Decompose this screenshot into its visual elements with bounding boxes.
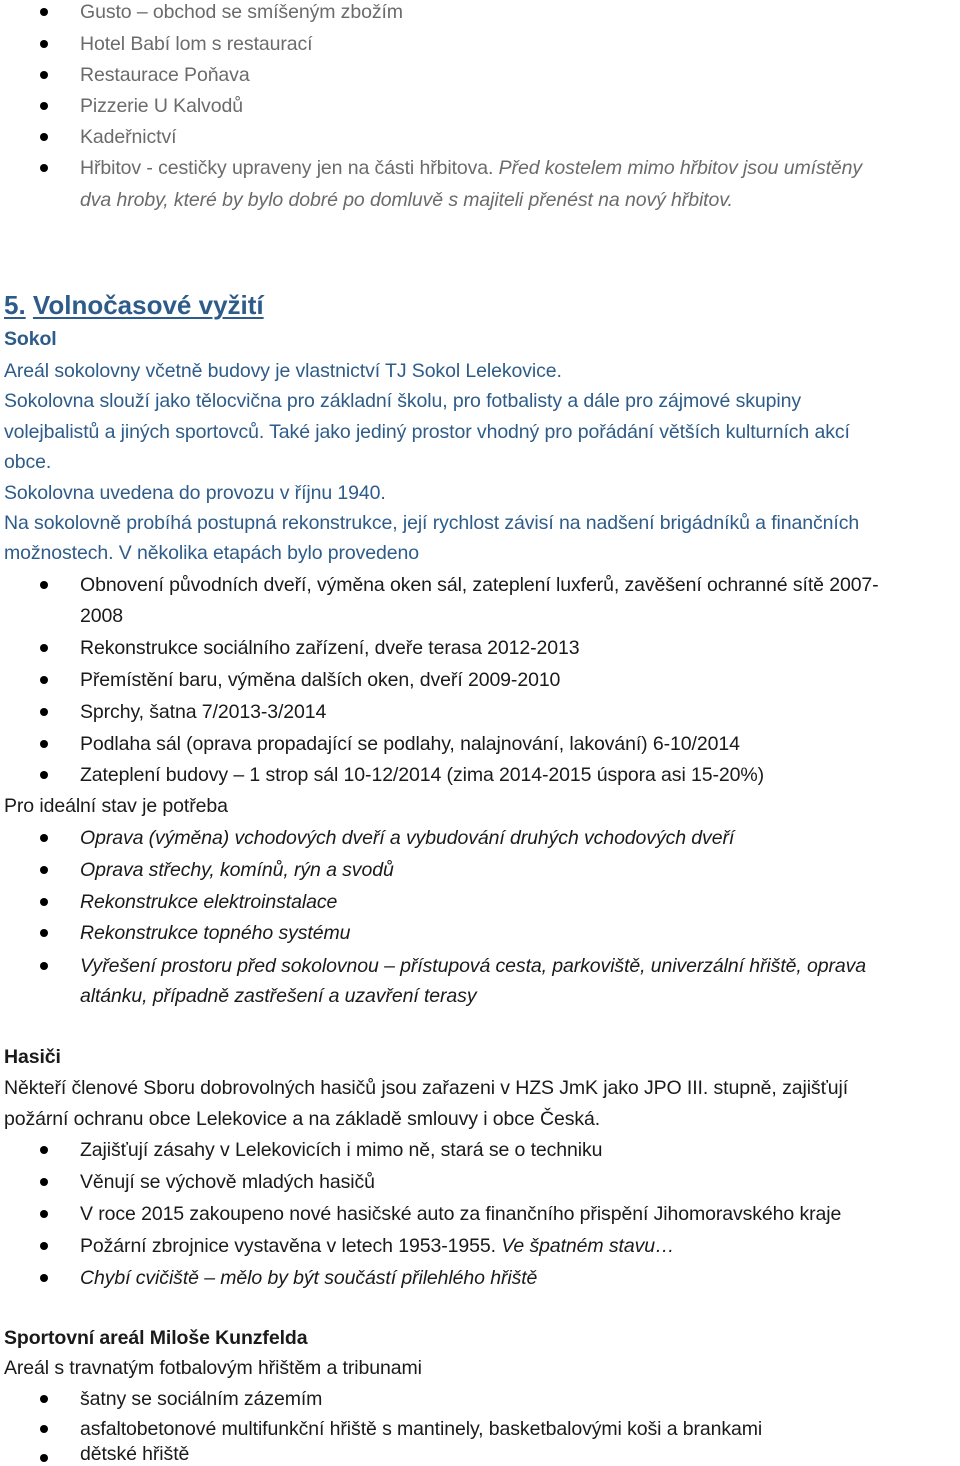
- list-item: Pizzerie U Kalvodů: [80, 95, 243, 117]
- list-item-continued: 2008: [80, 605, 123, 627]
- ideal-heading: Pro ideální stav je potřeba: [4, 795, 228, 817]
- list-item: Vyřešení prostoru před sokolovnou – přístupová cesta, parkoviště, univerzální hřiště, oprava: [80, 955, 867, 977]
- bullet: [40, 708, 48, 716]
- sokol-paragraph: Na sokolovně probíhá postupná rekonstrukce, její rychlost závisí na nadšení brigádníků a finančních: [4, 512, 860, 534]
- bullet: [40, 740, 48, 748]
- list-item: Rekonstrukce sociálního zařízení, dveře terasa 2012-2013: [80, 637, 580, 659]
- bullet: [40, 866, 48, 874]
- cemetery-note-continued: dva hroby, které by bylo dobré po domluvě s majiteli přenést na nový hřbitov.: [80, 189, 733, 211]
- bullet: [40, 898, 48, 906]
- list-item: šatny se sociálním zázemím: [80, 1388, 323, 1410]
- bullet: [40, 676, 48, 684]
- bullet: [40, 1242, 48, 1250]
- list-item: Rekonstrukce elektroinstalace: [80, 891, 338, 913]
- bullet: [40, 133, 48, 141]
- sokol-paragraph: obce.: [4, 451, 52, 473]
- list-item-cemetery: [80, 156, 862, 180]
- sokol-paragraph: možnostech. V několika etapách bylo provedeno: [4, 542, 420, 564]
- areal-heading: Sportovní areál Miloše Kunzfelda: [4, 1327, 308, 1349]
- bullet: [40, 1425, 48, 1433]
- bullet: [40, 1395, 48, 1403]
- sokol-paragraph: Sokolovna uvedena do provozu v říjnu 1940.: [4, 482, 386, 504]
- list-item-continued: altánku, případně zastřešení a uzavření terasy: [80, 985, 477, 1007]
- list-item: Obnovení původních dveří, výměna oken sál, zateplení luxferů, zavěšení ochranné sítě 2007-: [80, 574, 879, 596]
- bullet: [40, 8, 48, 16]
- section-number: 5.: [4, 290, 26, 320]
- bullet: [40, 644, 48, 652]
- list-item: Zajišťují zásahy v Lelekovicích i mimo ně, stará se o techniku: [80, 1139, 603, 1161]
- list-item: Oprava (výměna) vchodových dveří a vybudování druhých vchodových dveří: [80, 827, 735, 849]
- list-item: Rekonstrukce topného systému: [80, 922, 351, 944]
- bullet: [40, 164, 48, 172]
- bullet: [40, 1210, 48, 1218]
- bullet: [40, 834, 48, 842]
- cemetery-note: Před kostelem mimo hřbitov jsou umístěny: [493, 157, 863, 179]
- list-item: Hotel Babí lom s restaurací: [80, 33, 313, 55]
- list-item: Sprchy, šatna 7/2013-3/2014: [80, 701, 327, 723]
- list-item: asfaltobetonové multifunkční hřiště s mantinely, basketbalovými koši a brankami: [80, 1418, 763, 1440]
- list-item: Zateplení budovy – 1 strop sál 10-12/2014 (zima 2014-2015 úspora asi 15-20%): [80, 764, 764, 786]
- hasici-paragraph: požární ochranu obce Lelekovice a na základě smlouvy i obce Česká.: [4, 1108, 601, 1130]
- list-item: dětské hřiště: [80, 1443, 190, 1465]
- bullet: [40, 771, 48, 779]
- sokol-paragraph: Sokolovna slouží jako tělocvična pro základní školu, pro fotbalisty a dále pro zájmové skupiny: [4, 390, 802, 412]
- bullet: [40, 1274, 48, 1282]
- list-item: V roce 2015 zakoupeno nové hasičské auto za finančního přispění Jihomoravského kraje: [80, 1203, 842, 1225]
- list-item: Věnují se výchově mladých hasičů: [80, 1171, 375, 1193]
- bullet: [40, 71, 48, 79]
- hasici-heading: Hasiči: [4, 1046, 61, 1068]
- section-title: Volnočasové vyžití: [32, 290, 264, 320]
- list-item: Gusto – obchod se smíšeným zbožím: [80, 1, 403, 23]
- areal-paragraph: Areál s travnatým fotbalovým hřištěm a tribunami: [4, 1357, 422, 1379]
- bullet: [40, 1146, 48, 1154]
- sokol-paragraph: Areál sokolovny včetně budovy je vlastnictví TJ Sokol Lelekovice.: [4, 360, 562, 382]
- section-heading: [4, 290, 264, 320]
- list-item: Kadeřnictví: [80, 126, 177, 148]
- list-item: Chybí cvičiště – mělo by být součástí přilehlého hřiště: [80, 1267, 538, 1289]
- list-item: Oprava střechy, komínů, rýn a svodů: [80, 859, 394, 881]
- bullet: [40, 962, 48, 970]
- bullet: [40, 40, 48, 48]
- list-item: Podlaha sál (oprava propadající se podlahy, nalajnování, lakování) 6-10/2014: [80, 733, 740, 755]
- list-item: [80, 1234, 674, 1258]
- bullet: [40, 102, 48, 110]
- list-item-text: Požární zbrojnice vystavěna v letech 1953-1955.: [80, 1235, 496, 1257]
- sokol-heading: Sokol: [4, 328, 57, 350]
- bullet: [40, 929, 48, 937]
- bullet: [40, 1454, 48, 1462]
- sokol-paragraph: volejbalistů a jiných sportovců. Také jako jediný prostor vhodný pro pořádání větších kulturních akcí: [4, 421, 850, 443]
- list-item: Restaurace Poňava: [80, 64, 250, 86]
- list-item-note: Ve špatném stavu…: [495, 1235, 675, 1257]
- hasici-paragraph: Někteří členové Sboru dobrovolných hasičů jsou zařazeni v HZS JmK jako JPO III. stupně, zajišťují: [4, 1077, 849, 1099]
- cemetery-text: Hřbitov - cestičky upraveny jen na části hřbitova.: [80, 157, 494, 179]
- list-item: Přemístění baru, výměna dalších oken, dveří 2009-2010: [80, 669, 561, 691]
- bullet: [40, 581, 48, 589]
- bullet: [40, 1178, 48, 1186]
